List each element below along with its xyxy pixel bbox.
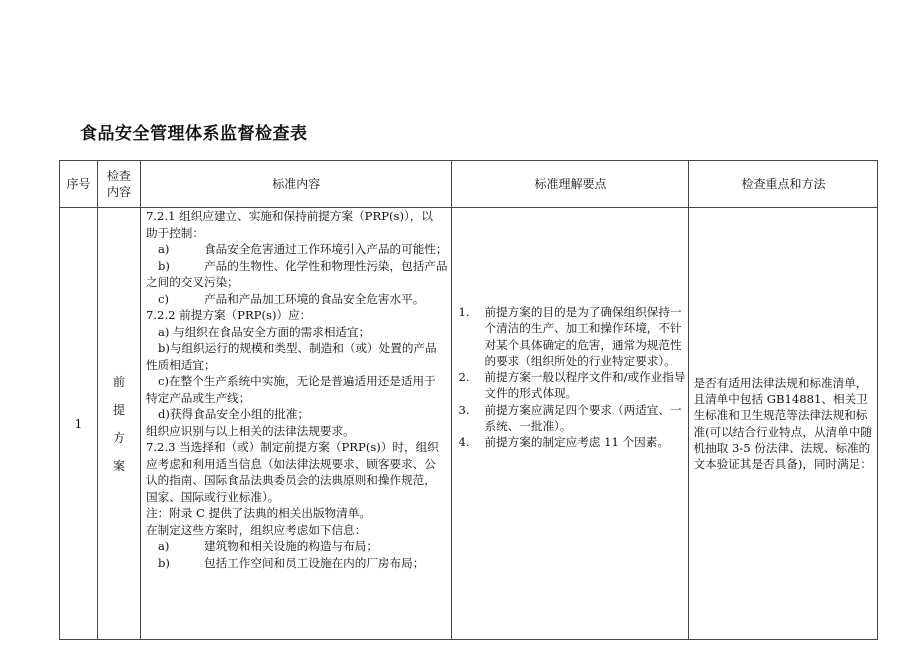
standard-line — [146, 324, 447, 341]
standard-line — [146, 456, 447, 473]
check-item-char: 方 — [112, 430, 125, 445]
standard-text: b)与组织运行的规模和类型、制造和（或）处置的产品 — [158, 341, 437, 355]
check-item-char: 案 — [112, 458, 125, 473]
check-method: 是否有适用法律法规和标准清单，且清单中包括 GB14881、相关卫生标准和卫生规范等法律法规和标准(可以结合行业特点，从清单中随机抽取 3-5 份法律、法规、标准的文本验证其是否具备)，同时满足： — [689, 208, 878, 640]
standard-text: 组织应识别与以上相关的法律法规要求。 — [146, 423, 355, 438]
standard-line — [146, 373, 447, 390]
standard-line — [146, 357, 447, 374]
standard-text: d)获得食品安全小组的批准； — [158, 407, 310, 421]
list-label: b) — [158, 555, 170, 570]
check-item — [98, 208, 141, 640]
standard-line — [146, 390, 447, 407]
header-no: 序号 — [60, 161, 98, 208]
standard-line — [146, 489, 447, 506]
standard-text: a) 与组织在食品安全方面的需求相适宜； — [158, 324, 371, 339]
standard-line — [146, 439, 447, 456]
standard-text: 之间的交叉污染； — [146, 275, 239, 289]
row-number: 1 — [60, 208, 98, 640]
standard-content — [141, 208, 452, 640]
point-item — [458, 369, 686, 402]
standard-text: 助于控制： — [146, 225, 204, 240]
standard-text: 认的指南、国际食品法典委员会的法典原则和操作规范， — [146, 473, 436, 487]
standard-line — [146, 505, 447, 522]
page-title: 食品安全管理体系监督检查表 — [80, 124, 308, 144]
standard-text: 食品安全危害通过工作环境引入产品的可能性； — [204, 242, 448, 256]
point-item — [458, 402, 686, 435]
standard-line — [146, 340, 447, 357]
point-item — [458, 434, 686, 450]
list-label: c) — [158, 291, 170, 306]
point-text: 前提方案应满足四个要求（两适宜、一系统、一批准）。 — [484, 402, 682, 434]
point-text: 前提方案一般以程序文件和/或作业指导文件的形式体现。 — [484, 370, 686, 401]
standard-text: c)在整个生产系统中实施，无论是普遍适用还是适用于 — [158, 374, 436, 388]
standard-text: 7.2.3 当选择和（或）制定前提方案（PRP(s)）时，组织 — [146, 440, 439, 454]
standard-text: 特定产品或生产线； — [146, 390, 251, 405]
standard-line — [146, 406, 447, 423]
standard-line — [146, 225, 447, 242]
header-points: 标准理解要点 — [452, 161, 689, 208]
standard-line — [146, 307, 447, 324]
check-item-char: 提 — [112, 402, 125, 417]
standard-line — [146, 423, 447, 440]
table-row — [60, 208, 878, 640]
standard-text: 7.2.2 前提方案（PRP(s)）应： — [146, 308, 312, 322]
header-item — [98, 161, 141, 208]
standard-text: 国家、国际或行业标准）。 — [146, 489, 280, 504]
standard-text: 性质相适宜； — [146, 357, 216, 372]
standard-line — [146, 258, 447, 275]
inspection-table — [59, 160, 878, 640]
list-label: a) — [158, 242, 170, 256]
standard-line — [146, 241, 447, 258]
header-standard: 标准内容 — [141, 161, 452, 208]
standard-line — [146, 522, 447, 539]
list-label: b) — [158, 258, 170, 273]
point-number: 4. — [458, 435, 470, 450]
point-number: 3. — [458, 402, 470, 417]
standard-text: 产品的生物性、化学性和物理性污染，包括产品 — [204, 258, 448, 273]
standard-text: 产品和产品加工环境的食品安全危害水平。 — [204, 291, 425, 306]
standard-line — [146, 555, 447, 572]
understanding-points — [452, 208, 689, 640]
point-number: 1. — [458, 305, 470, 319]
standard-line — [146, 538, 447, 555]
point-text: 前提方案的制定应考虑 11 个因素。 — [484, 435, 669, 450]
check-item-char: 前 — [112, 374, 125, 389]
list-label: a) — [158, 539, 170, 553]
standard-line — [146, 208, 447, 225]
standard-text: 7.2.1 组织应建立、实施和保持前提方案（PRP(s)），以 — [146, 209, 433, 223]
standard-line — [146, 274, 447, 291]
header-row — [60, 161, 878, 208]
standard-text: 包括工作空间和员工设施在内的厂房布局； — [204, 555, 425, 570]
standard-text: 注：附录 C 提供了法典的相关出版物清单。 — [146, 506, 371, 520]
standard-line — [146, 291, 447, 308]
point-number: 2. — [458, 370, 470, 385]
standard-text: 在制定这些方案时，组织应考虑如下信息： — [146, 522, 367, 537]
standard-line — [146, 472, 447, 489]
point-text: 前提方案的目的是为了确保组织保持一个清洁的生产、加工和操作环境，不针对某个具体确定的危害，通常为规范性的要求（组织所处的行业特定要求）。 — [484, 305, 682, 368]
header-item-text: 检查内容 — [106, 169, 131, 199]
standard-text: 应考虑和利用适当信息（如法律法规要求、顾客要求、公 — [146, 456, 436, 471]
point-item — [458, 304, 686, 369]
header-check: 检查重点和方法 — [689, 161, 878, 208]
standard-text: 建筑物和相关设施的构造与布局； — [204, 539, 378, 553]
